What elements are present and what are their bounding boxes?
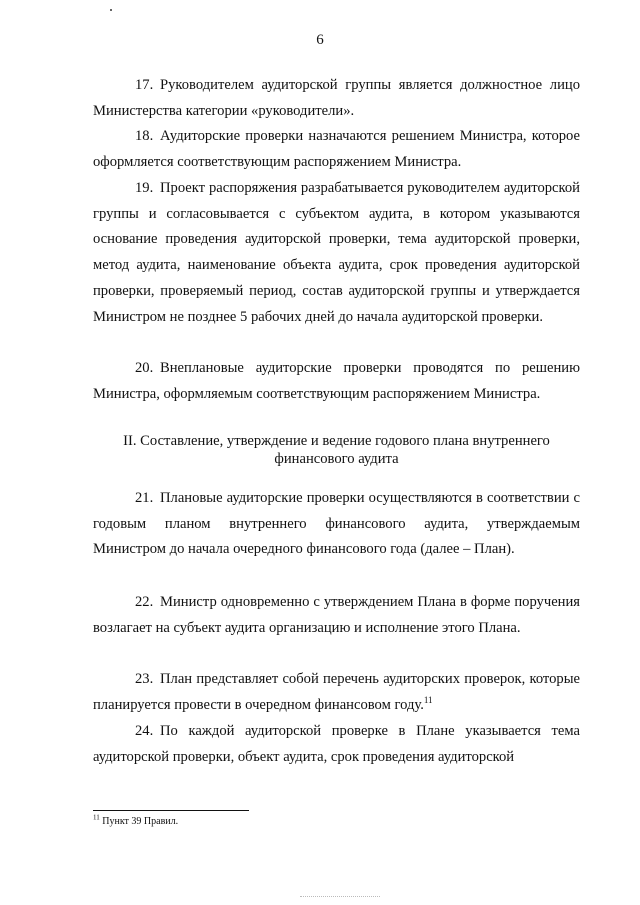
page-number: 6 — [316, 32, 324, 48]
paragraph-number: 23. — [135, 671, 154, 687]
footnote-reference[interactable]: 11 — [423, 694, 433, 705]
paragraph-number: 22. — [135, 594, 154, 610]
footnote-separator — [93, 810, 249, 811]
paragraph-number: 17. — [135, 77, 154, 93]
paragraph-21 — [93, 486, 580, 563]
section-heading-line2: финансового аудита — [274, 451, 399, 467]
paragraph-number: 19. — [135, 180, 154, 196]
section-heading-line1: II. Составление, утверждение и ведение годового плана внутреннего — [123, 433, 550, 449]
paragraph-19 — [93, 176, 580, 330]
paragraph-text: Министр одновременно с утверждением Плана в форме поручения возлагает на субъект аудита организацию и исполнение этого Плана. — [93, 594, 580, 636]
footnote-marker: 11 — [93, 813, 100, 822]
paragraph-24 — [93, 719, 580, 770]
scan-edge — [300, 896, 380, 898]
footnote-text: Пункт 39 Правил. — [102, 816, 179, 827]
paragraph-text: Внеплановые аудиторские проверки проводятся по решению Министра, оформляемым соответствующим распоряжением Министра. — [93, 360, 580, 402]
section-heading — [93, 432, 580, 468]
paragraph-text: Аудиторские проверки назначаются решением Министра, которое оформляется соответствующим распоряжением Министра. — [93, 128, 580, 170]
paragraph-number: 18. — [135, 128, 154, 144]
paragraph-22 — [93, 590, 580, 641]
paragraph-number: 24. — [135, 723, 154, 739]
paragraph-text: По каждой аудиторской проверке в Плане указывается тема аудиторской проверки, объект аудита, срок проведения аудиторской — [93, 723, 580, 765]
paragraph-17 — [93, 73, 580, 124]
paragraph-text: Руководителем аудиторской группы является должностное лицо Министерства категории «руководители». — [93, 77, 580, 119]
paragraph-number: 20. — [135, 360, 154, 376]
paragraph-20 — [93, 356, 580, 407]
paragraph-18 — [93, 124, 580, 175]
scan-speck — [110, 9, 112, 11]
paragraph-number: 21. — [135, 490, 154, 506]
footnote — [93, 813, 179, 827]
paragraph-text: Плановые аудиторские проверки осуществляются в соответствии с годовым планом внутреннего финансового аудита, утверждаемым Министром до начала очередного финансового года (далее – План). — [93, 490, 580, 558]
paragraph-text: План представляет собой перечень аудиторских проверок, которые планируется провести в очередном финансовом году. — [93, 671, 580, 713]
paragraph-23 — [93, 667, 580, 718]
paragraph-text: Проект распоряжения разрабатывается руководителем аудиторской группы и согласовывается с субъектом аудита, в котором указываются основание проведения аудиторской проверки, тема аудиторской проверки, метод аудита, наименование объекта аудита, срок проведения аудиторской проверки, проверяемый период, состав аудиторской группы и утверждается Министром не позднее 5 рабочих дней до начала аудиторской проверки. — [93, 180, 580, 325]
